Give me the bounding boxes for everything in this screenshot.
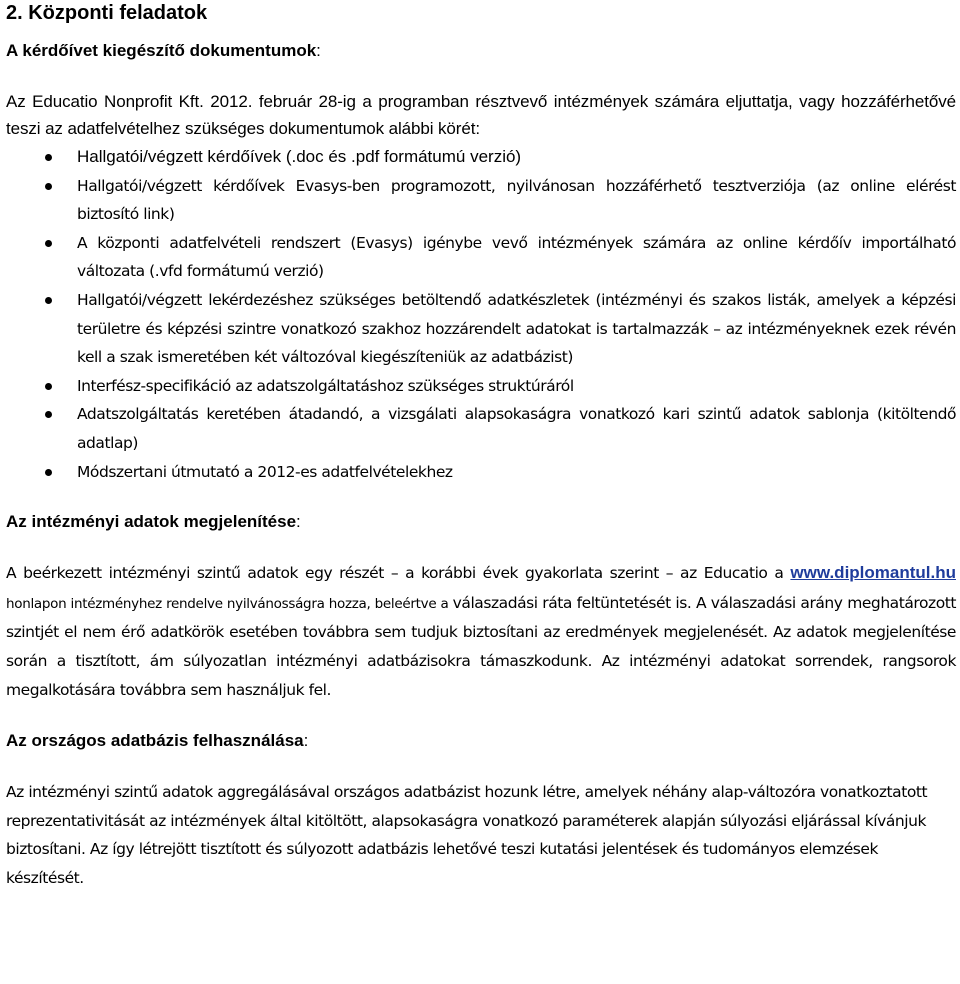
list-item-text: Hallgatói/végzett kérdőívek Evasys-ben programozott, nyilvánosan hozzáférhető tesztverziója (az online elérést biztosító link) xyxy=(77,176,956,224)
bullet-icon xyxy=(45,183,52,190)
bullet-icon xyxy=(45,240,52,247)
paragraph-part-1: A beérkezett intézményi szintű adatok egy részét – a korábbi évek gyakorlata szerint – az Educatio a xyxy=(6,564,791,583)
list-item-text: Hallgatói/végzett lekérdezéshez szükséges betöltendő adatkészletek (intézményi és szakos listák, amelyek a képzési területre és képzési szintre vonatkozó szakhoz hozzárendelt adatokat is tartalmazzák – az intézményeknek ezek révén kell a szak ismeretében két változóval kiegészíteniük az adatbázist) xyxy=(77,290,956,367)
bullet-icon xyxy=(45,154,52,161)
subheading-documents-colon: : xyxy=(316,41,321,60)
list-item-text: A központi adatfelvételi rendszert (Evasys) igénybe vevő intézmények számára az online kérdőív importálható változata (.vfd formátumú verzió) xyxy=(77,233,956,281)
bullet-icon xyxy=(45,297,52,304)
list-item-text: Adatszolgáltatás keretében átadandó, a vizsgálati alapsokaságra vonatkozó kari szintű adatok sablonja (kitöltendő adatlap) xyxy=(77,405,956,452)
document-page xyxy=(6,0,956,892)
paragraph-part-3: válaszadási ráta feltüntetését is. A válaszadási arány meghatározott szintjét el nem érő adatkörök esetében továbbra sem tudjuk biztosítani az eredmények megjelenését. Az adatok megjelenítése során a tisztított, ám súlyozatlan intézményi adatbázisokra támaszkodunk. Az intézményi adatokat sorrendek, rangsorok megalkotására továbbra sem használjuk fel. xyxy=(6,593,957,699)
documents-list xyxy=(6,143,956,486)
bullet-icon xyxy=(45,411,52,418)
list-item xyxy=(6,458,956,487)
list-item xyxy=(6,229,956,286)
list-item xyxy=(6,172,956,229)
list-item xyxy=(6,143,956,172)
institutional-data-paragraph xyxy=(6,559,956,704)
list-item xyxy=(6,400,956,457)
bullet-icon xyxy=(45,469,52,476)
subheading-institutional-data-colon: : xyxy=(296,512,301,532)
subheading-documents-text: A kérdőívet kiegészítő dokumentumok xyxy=(6,41,317,60)
diplomantul-link[interactable]: www.diplomantul.hu xyxy=(790,563,956,583)
subheading-institutional-data xyxy=(6,511,956,533)
list-item-text: Interfész-specifikáció az adatszolgáltatáshoz szükséges struktúráról xyxy=(77,376,574,395)
list-item xyxy=(6,372,956,401)
subheading-national-database-colon: : xyxy=(303,731,309,751)
subheading-institutional-data-text: Az intézményi adatok megjelenítése xyxy=(6,512,297,532)
list-item xyxy=(6,286,956,372)
subheading-documents xyxy=(6,40,956,62)
section-title: 2. Központi feladatok xyxy=(6,2,208,24)
subheading-national-database xyxy=(6,730,956,752)
subheading-national-database-text: Az országos adatbázis felhasználása xyxy=(6,731,304,751)
paragraph-part-2: honlapon intézményhez rendelve nyilvánosságra hozza, beleértve a xyxy=(6,595,453,612)
bullet-icon xyxy=(45,383,52,390)
list-item-text: Hallgatói/végzett kérdőívek (.doc és .pdf formátumú verzió) xyxy=(77,147,522,166)
national-database-paragraph: Az intézményi szintű adatok aggregálásával országos adatbázist hozunk létre, amelyek néhány alap-változóra vonatkoztatott reprezentativitását az intézmények által kitöltött, alapsokaságra vonatkozó paraméterek alapján súlyozási eljárással kívánjuk biztosítani. Az így létrejött tisztított és súlyozott adatbázis lehetővé teszi kutatási jelentések és tudományos elemzések készítését. xyxy=(6,783,928,887)
list-item-text: Módszertani útmutató a 2012-es adatfelvételekhez xyxy=(77,462,453,481)
intro-paragraph: Az Educatio Nonprofit Kft. 2012. február 28-ig a programban résztvevő intézmények számára eljuttatja, vagy hozzáférhetővé teszi az adatfelvételhez szükséges dokumentumok alábbi körét: xyxy=(6,92,956,138)
